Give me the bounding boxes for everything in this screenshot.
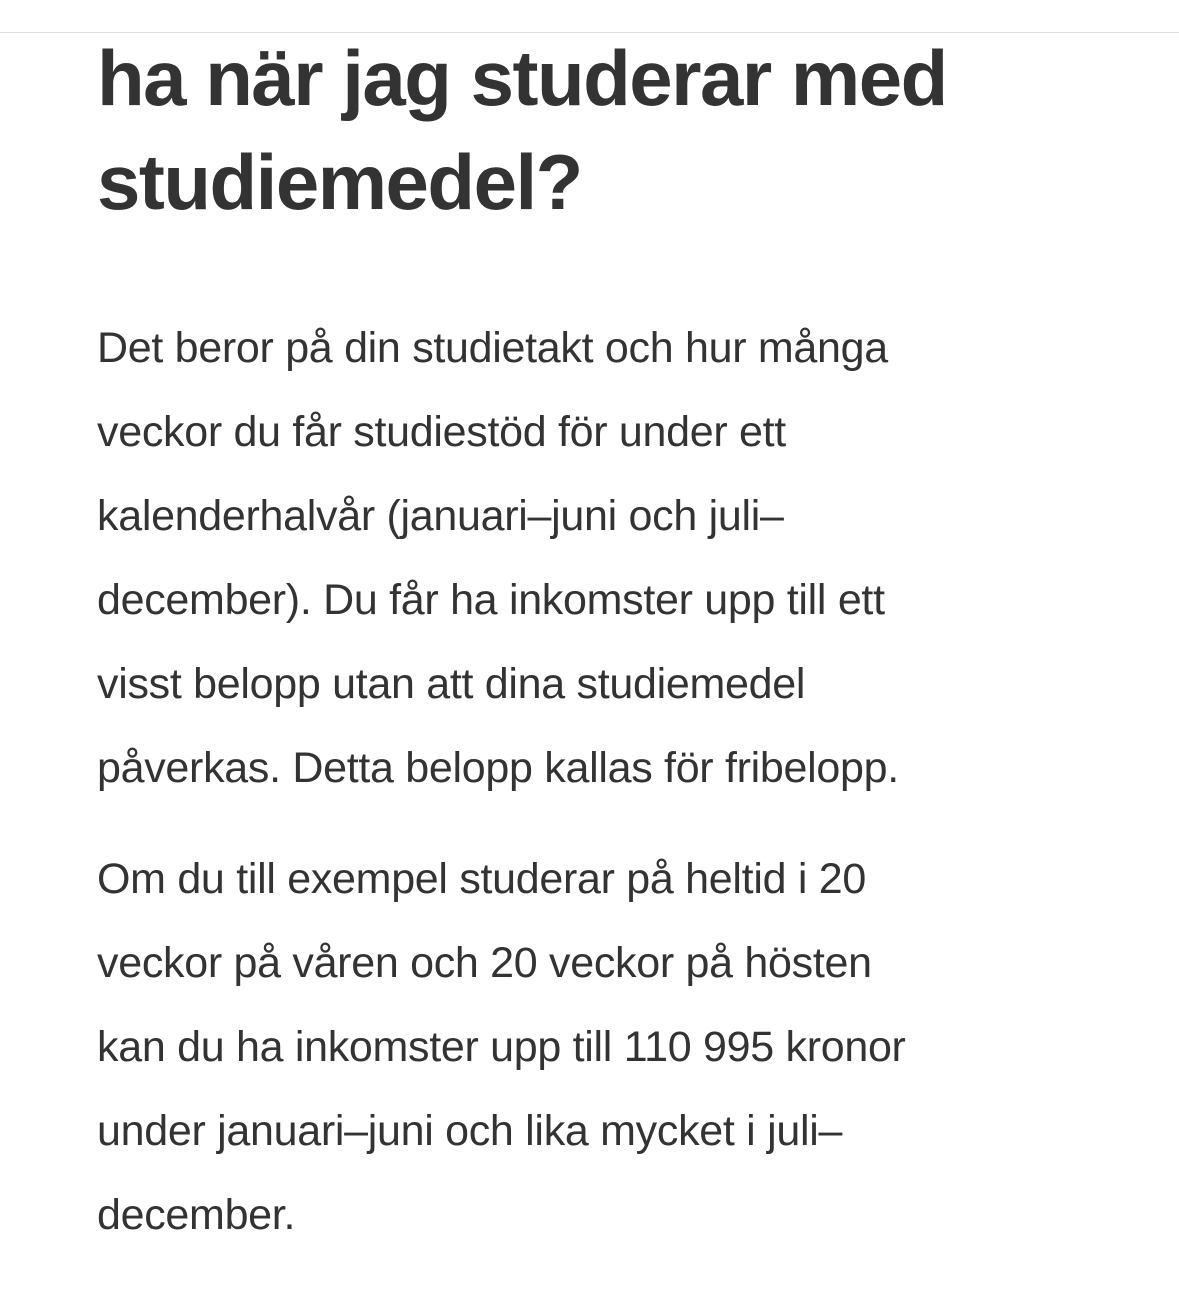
paragraph-line: under januari–juni och lika mycket i juli– [97, 1107, 843, 1155]
article-content [97, 0, 1087, 1257]
heading-line: ha när jag studerar med [97, 34, 947, 122]
heading-line: studiemedel? [97, 138, 582, 226]
paragraph-line: veckor på våren och 20 veckor på hösten [97, 939, 872, 987]
paragraph-line: Det beror på din studietakt och hur många [97, 324, 888, 372]
paragraph-line: visst belopp utan att dina studiemedel [97, 660, 806, 708]
paragraph-line: december. [97, 1191, 296, 1239]
paragraph-studietakt [97, 306, 1087, 810]
paragraph-example [97, 837, 1087, 1257]
paragraph-line: kan du ha inkomster upp till 110 995 kronor [97, 1023, 906, 1071]
paragraph-line: december). Du får ha inkomster upp till ett [97, 576, 885, 624]
paragraph-line: kalenderhalvår (januari–juni och juli– [97, 492, 784, 540]
paragraph-line: påverkas. Detta belopp kallas för fribelopp. [97, 744, 899, 792]
paragraph-line: Om du till exempel studerar på heltid i 20 [97, 855, 866, 903]
paragraph-line: veckor du får studiestöd för under ett [97, 408, 786, 456]
article-heading [97, 0, 1087, 234]
